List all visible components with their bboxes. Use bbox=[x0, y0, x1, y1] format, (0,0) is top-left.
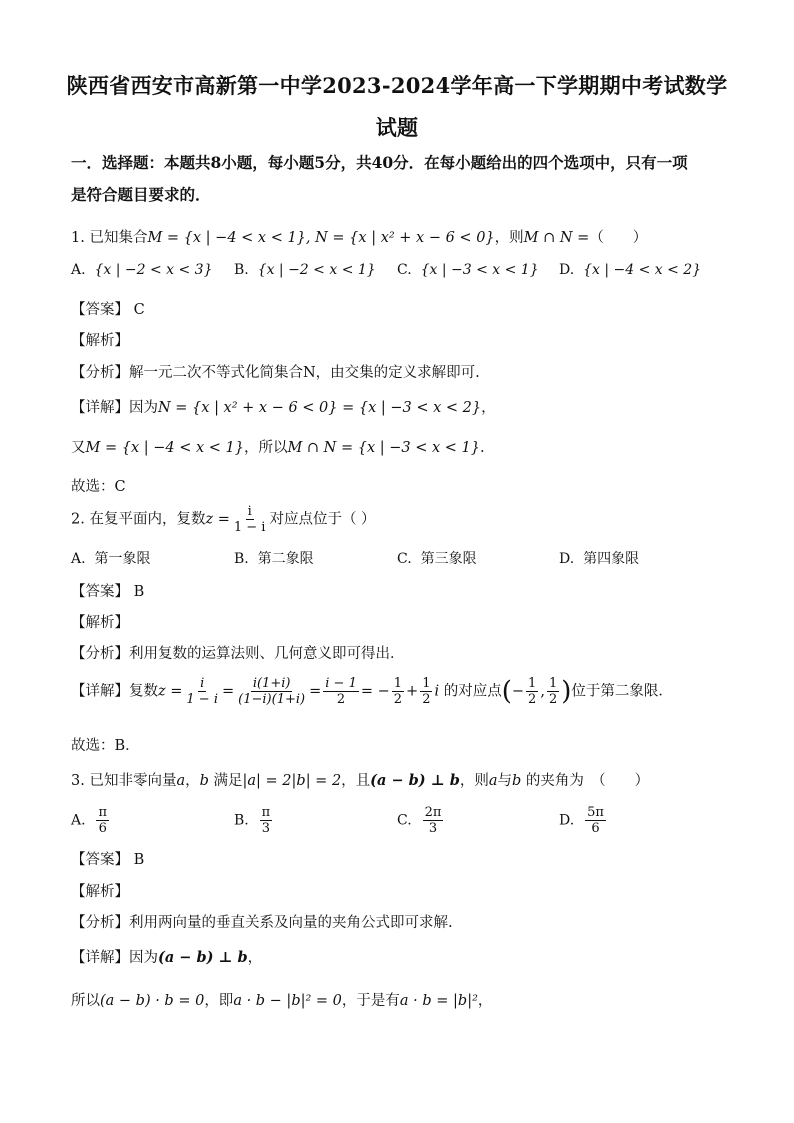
q1-stem-text-b: ，则 bbox=[494, 230, 524, 246]
q1-guxuan: 故选：C bbox=[71, 479, 126, 495]
q3-option-c: C. $\frac{2\pi}{3}$ bbox=[397, 805, 442, 836]
q2-jiexi: 【解析】 bbox=[71, 615, 129, 631]
q1-stem-math2: M ∩ N = bbox=[523, 230, 590, 246]
q2-fenxi: 【分析】利用复数的运算法则、几何意义即可得出． bbox=[71, 646, 405, 662]
q3-fenxi: 【分析】利用两向量的垂直关系及向量的夹角公式即可求解. bbox=[71, 915, 453, 931]
q1-option-b: B. {x | −2 < x < 1} bbox=[234, 262, 376, 278]
q1-answer: 【答案】 C bbox=[71, 302, 145, 318]
q1-jiexi: 【解析】 bbox=[71, 333, 129, 349]
q2-guxuan: 故选：B． bbox=[71, 738, 140, 754]
q2-option-a: A. 第一象限 bbox=[71, 551, 151, 567]
q2-answer: 【答案】 B bbox=[71, 584, 145, 600]
q1-option-c: C. {x | −3 < x < 1} bbox=[397, 262, 539, 278]
doc-title-line2: 试题 bbox=[375, 115, 419, 140]
section-heading-line2: 是符合题目要求的． bbox=[71, 185, 211, 204]
q3-xiangjie: 【详解】因为(a − b) ⊥ b， bbox=[71, 949, 263, 966]
q3-option-d: D. $\frac{5\pi}{6}$ bbox=[559, 805, 604, 836]
q1-stem-paren: （ ） bbox=[589, 230, 648, 246]
q3-answer: 【答案】 B bbox=[71, 852, 145, 868]
q1-stem-math: M = {x | −4 < x < 1}, N = {x | x² + x − 6 < 0} bbox=[147, 230, 495, 246]
q2-option-b: B. 第二象限 bbox=[234, 551, 314, 567]
q2-stem-fraction: $\frac{i}{1 - i}$ bbox=[233, 504, 266, 535]
q1-stem-text: 1. 已知集合 bbox=[71, 230, 148, 246]
q3-xiangjie-line2: 所以(a − b) · b = 0，即a · b − |b|² = 0，于是有a · b = |b|²， bbox=[71, 993, 493, 1009]
q3-stem: 3. 已知非零向量a，b 满足|a| = 2|b| = 2，且(a − b) ⊥ b，则a与b 的夹角为 （ ） bbox=[71, 772, 650, 789]
q1-xiangjie-line2: 又M = {x | −4 < x < 1}，所以M ∩ N = {x | −3 < x < 1}. bbox=[71, 440, 485, 456]
q3-option-a: A. $\frac{\pi}{6}$ bbox=[71, 805, 108, 836]
q2-xiangjie: 【详解】复数z = $\frac{i}{1 - i}$ = $\frac{i(1+i)}{(1-i)(1+i)}$ = $\frac{i - 1}{2}$ = − $\frac{1}{2}$ + $\frac{1}{2}$ i 的对应点(− $\frac{1}{2}$ , $\frac{1}{2}$ )位于第二象限． bbox=[71, 676, 673, 707]
doc-title-line1: 陕西省西安市高新第一中学2023-2024学年高一下学期期中考试数学 bbox=[66, 73, 728, 98]
q2-option-d: D. 第四象限 bbox=[559, 551, 640, 567]
section-heading-line1: 一．选择题：本题共8小题，每小题5分，共40分．在每小题给出的四个选项中，只有一项 bbox=[71, 153, 688, 172]
q2-option-c: C. 第三象限 bbox=[397, 551, 477, 567]
q1-fenxi: 【分析】解一元二次不等式化简集合N，由交集的定义求解即可. bbox=[71, 365, 480, 381]
q1-option-d: D. {x | −4 < x < 2} bbox=[559, 262, 702, 278]
q3-option-b: B. $\frac{\pi}{3}$ bbox=[234, 805, 271, 836]
q1-xiangjie: 【详解】因为N = {x | x² + x − 6 < 0} = {x | −3 < x < 2}， bbox=[71, 400, 496, 416]
q3-jiexi: 【解析】 bbox=[71, 884, 129, 900]
q2-stem: 2. 在复平面内，复数z = $\frac{i}{1 - i}$ 对应点位于（ ） bbox=[71, 504, 376, 535]
q1-option-a: A. {x | −2 < x < 3} bbox=[71, 262, 213, 278]
q1-stem bbox=[71, 226, 647, 247]
